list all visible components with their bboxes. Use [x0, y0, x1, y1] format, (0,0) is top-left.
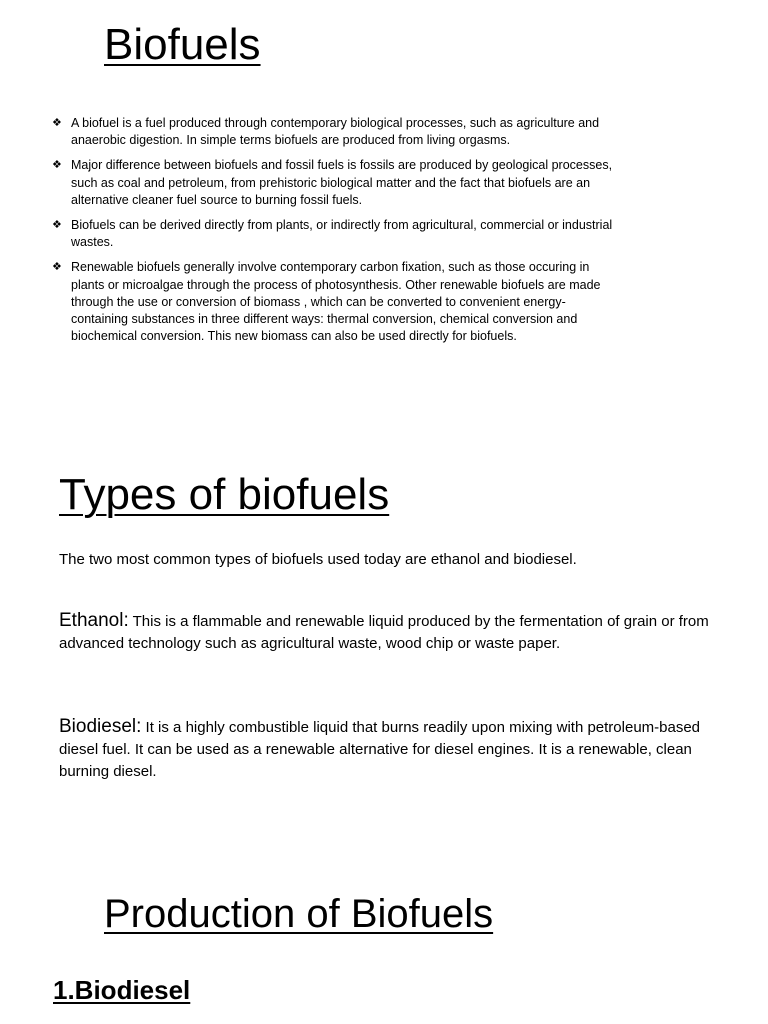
- diamond-bullet-icon: ❖: [52, 159, 62, 172]
- bullet-item: [52, 157, 622, 209]
- diamond-bullet-icon: ❖: [52, 261, 62, 274]
- biofuels-bullet-list: [52, 115, 622, 353]
- production-of-biofuels-heading: Production of Biofuels: [104, 892, 494, 936]
- bullet-text: Biofuels can be derived directly from plants, or indirectly from agricultural, commercial or industrial wastes.: [71, 218, 613, 250]
- biofuels-heading: Biofuels: [104, 20, 261, 69]
- bullet-item: [52, 217, 622, 251]
- diamond-bullet-icon: ❖: [52, 117, 62, 129]
- biodiesel-description: It is a highly combustible liquid that burns readily upon mixing with petroleum-based diesel fuel. It can be used as a renewable alternative for diesel engines. It is a renewable, clean burning diesel.: [59, 719, 701, 780]
- bullet-item: [52, 115, 622, 149]
- types-of-biofuels-heading: Types of biofuels: [59, 470, 390, 519]
- bullet-text: A biofuel is a fuel produced through contemporary biological processes, such as agriculture and anaerobic digestion. In simple terms biofuels are produced from living orgasms.: [71, 116, 600, 148]
- types-intro-text: The two most common types of biofuels used today are ethanol and biodiesel.: [59, 551, 577, 568]
- biodiesel-term: Biodiesel:: [59, 716, 142, 737]
- diamond-bullet-icon: ❖: [52, 219, 62, 232]
- bullet-item: [52, 259, 622, 345]
- ethanol-description: This is a flammable and renewable liquid produced by the fermentation of grain or from advanced technology such as agricultural waste, wood chip or waste paper.: [59, 613, 709, 652]
- ethanol-paragraph: [59, 610, 719, 655]
- biodiesel-subheading: 1.Biodiesel: [53, 975, 191, 1005]
- ethanol-term: Ethanol:: [59, 610, 129, 631]
- biodiesel-paragraph: [59, 716, 719, 783]
- bullet-text: Renewable biofuels generally involve contemporary carbon fixation, such as those occuring in plants or microalgae through the process of photosynthesis. Other renewable biofuels are made through the use or conversion of biomass , which can be converted to convenient energy-containing substances in three different ways: thermal conversion, chemical conversion and biochemical conversion. This new biomass can also be used directly for biofuels.: [71, 260, 601, 344]
- bullet-text: Major difference between biofuels and fossil fuels is fossils are produced by geological processes, such as coal and petroleum, from prehistoric biological matter and the fact that biofuels are an alternative cleaner fuel source to burning fossil fuels.: [71, 158, 613, 207]
